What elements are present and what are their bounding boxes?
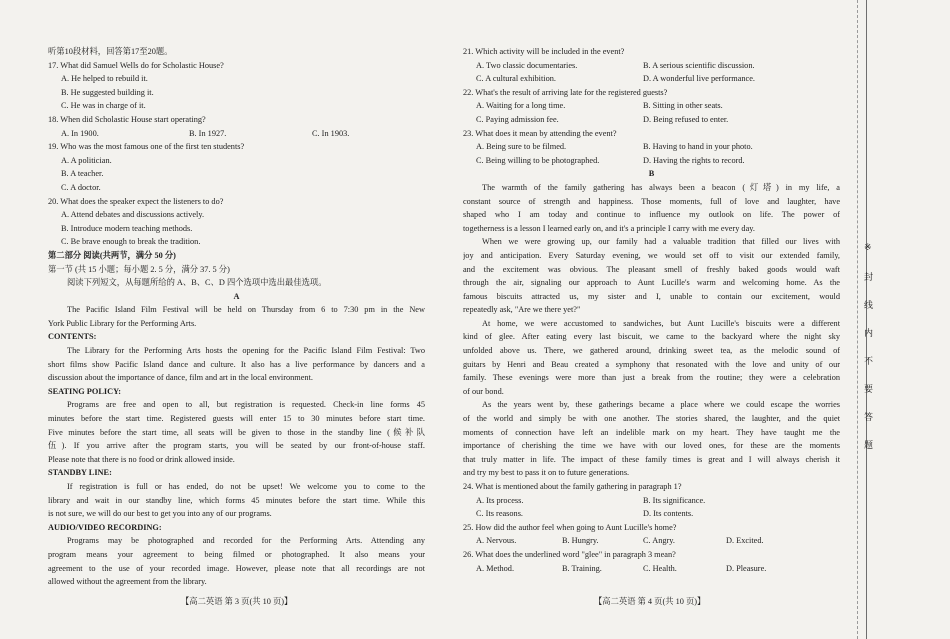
question-22: 22. What's the result of arriving late for the registered guests?: [463, 87, 668, 97]
options-18: [48, 127, 425, 141]
binding-margin: [866, 0, 945, 639]
passage-b-line: importance of cherishing the time we have with our loved ones, for these are the moments: [463, 441, 840, 451]
question-26: 26. What does the underlined word "glee" in paragraph 3 mean?: [463, 549, 676, 559]
option-21d: D. A wonderful live performance.: [643, 74, 755, 84]
option-25d: D. Excited.: [726, 536, 764, 546]
binding-note-char: 不: [864, 356, 874, 366]
part-two-heading: 第二部分 阅读(共两节，满分 50 分): [48, 250, 176, 260]
option-23a: A. Being sure to be filmed.: [476, 142, 567, 152]
contents-line: short films show Pacific Island dance and culture. It also has a live performance by dancers and a: [48, 359, 425, 369]
option-23b: B. Having to hand in your photo.: [643, 142, 753, 152]
passage-b-line: togetherness is a lesson I learned early on, and it's a principle I carry with me every day.: [463, 223, 755, 233]
passage-b-line: unfolded above us. There, we gathered around, drinking sweet tea, as the melodic sound of: [463, 346, 840, 356]
standby-line-text: library and wait in our standby line, which forms 45 minutes before the start time. While this: [48, 495, 425, 505]
passage-b-line: As the years went by, these gatherings became a place where we could escape the worries: [482, 400, 840, 410]
contents-line: discussion about the importance of dance, film and art in the local environment.: [48, 373, 313, 383]
option-20c: C. Be brave enough to break the tradition.: [61, 237, 201, 247]
option-25b: B. Hungry.: [562, 536, 599, 546]
passage-b-line: that truly matter in life. The impact of these family times is great and I will always cherish it: [463, 454, 840, 464]
option-17a: A. He helped to rebuild it.: [61, 74, 148, 84]
contents-heading: CONTENTS:: [48, 332, 97, 342]
option-22b: B. Sitting in other seats.: [643, 101, 723, 111]
option-24d: D. Its contents.: [643, 509, 694, 519]
standby-line-heading: STANDBY LINE:: [48, 468, 112, 478]
options-26: [463, 562, 840, 576]
reading-instruction: 阅读下列短文，从每题所给的 A、B、C、D 四个选项中选出最佳选项。: [67, 278, 327, 288]
options-21-row1: [463, 59, 840, 73]
binding-note-char: 答: [864, 412, 874, 422]
passage-b-line: guitars by Henri and Beau created a symphony that resonated with the love and unity of our: [463, 359, 840, 369]
option-26b: B. Training.: [562, 563, 602, 573]
recording-line: allowed without the agreement from the library.: [48, 577, 207, 587]
option-19b: B. A teacher.: [61, 169, 104, 179]
page-3-column: [48, 45, 425, 589]
binding-note-char: 要: [864, 384, 874, 394]
page-4-column: [463, 45, 840, 575]
seating-line: Five minutes before the start time, all seats will be given to those in the standby line (候补队: [48, 427, 425, 437]
option-17c: C. He was in charge of it.: [61, 101, 146, 111]
option-18b: B. In 1927.: [189, 128, 227, 138]
option-18a: A. In 1900.: [61, 128, 99, 138]
question-24: 24. What is mentioned about the family gathering in paragraph 1?: [463, 482, 682, 491]
passage-a-intro-line: The Pacific Island Film Festival will be held on Thursday from 6 to 7:30 pm in the New: [67, 305, 425, 315]
question-23: 23. What does it mean by attending the event?: [463, 128, 617, 138]
passage-b-line: through the air, signaling our approach to Aunt Lucille's warm and welcoming home. As the: [463, 278, 840, 288]
contents-line: The Library for the Performing Arts hosts the opening for the Pacific Island Film Festival: Two: [67, 346, 425, 356]
options-25: [463, 534, 840, 548]
page-4-footer: 【高二英语 第 4 页(共 10 页)】: [594, 597, 706, 606]
binding-note-char: 线: [864, 300, 874, 310]
option-26c: C. Health.: [643, 563, 677, 573]
passage-b-line: and try my best to pass it on to future generations.: [463, 468, 630, 478]
option-25a: A. Nervous.: [476, 536, 517, 546]
option-20b: B. Introduce modern teaching methods.: [61, 223, 193, 233]
passage-b-line: famous biscuits attracted us, my sister and I, unable to contain our excitement, would: [463, 291, 840, 301]
binding-note-char: 内: [864, 328, 874, 338]
passage-b-line: repeatedly ask, "Are we there yet?": [463, 305, 581, 315]
binding-dashed-line: [857, 0, 858, 639]
option-24b: B. Its significance.: [643, 495, 706, 505]
options-23-row2: [463, 154, 840, 168]
seating-policy-heading: SEATING POLICY:: [48, 386, 122, 396]
option-19a: A. A politician.: [61, 155, 112, 165]
options-24-row1: [463, 494, 840, 508]
passage-b-line: moments of connection have left an indelible mark on my heart. They have taught me the: [463, 427, 840, 437]
option-25c: C. Angry.: [643, 536, 675, 546]
option-24a: A. Its process.: [476, 495, 524, 505]
option-21b: B. A serious scientific discussion.: [643, 60, 755, 70]
passage-b-line: At home, we were accustomed to sandwiches, but Aunt Lucille's biscuits were a different: [482, 318, 840, 328]
option-22c: C. Paying admission fee.: [476, 114, 559, 124]
options-21-row2: [463, 72, 840, 86]
page-3-footer: 【高二英语 第 3 页(共 10 页)】: [181, 597, 293, 606]
passage-b-line: The warmth of the family gathering has always been a beacon (灯塔) in my life, a: [482, 182, 840, 192]
options-22-row2: [463, 113, 840, 127]
seating-line: Programs are free and open to all, but registration is requested. Check-in line forms 45: [67, 400, 425, 410]
passage-b-label: B: [648, 169, 655, 179]
option-26d: D. Pleasure.: [726, 563, 767, 573]
passage-a-intro-line: York Public Library for the Performing Arts.: [48, 318, 197, 328]
option-17b: B. He suggested building it.: [61, 87, 154, 97]
option-22d: D. Being refused to enter.: [643, 114, 729, 124]
question-19: 19. Who was the most famous one of the first ten students?: [48, 142, 245, 152]
recording-line: program means your agreement to being filmed or photographed. It also means your: [48, 549, 425, 559]
options-23-row1: [463, 140, 840, 154]
passage-b-line: family. These evenings were more than just a break from the routine; they were a celebration: [463, 373, 840, 383]
section-instruction: 听第10段材料，回答第17至20题。: [48, 47, 173, 56]
standby-line-text: is not sure, we will do our best to get you into any of our programs.: [48, 509, 272, 519]
option-23c: C. Being willing to be photographed.: [476, 155, 600, 165]
passage-b-line-glee: kind of glee. After eating every last biscuit, we came to the backyard where the night sky: [463, 332, 840, 342]
option-20a: A. Attend debates and discussions actively.: [61, 210, 205, 220]
option-19c: C. A doctor.: [61, 182, 101, 192]
passage-b-line: joy and anticipation. Every Saturday evening, we would set off to visit our extended family,: [463, 250, 840, 260]
seating-line: minutes before the start time. Registered guests will enter 15 to 30 minutes before start time.: [48, 414, 425, 424]
option-18c: C. In 1903.: [312, 128, 350, 138]
recording-line: Programs may be photographed and recorded for the Performing Arts. Attending any: [67, 536, 425, 546]
passage-b-line: shaped who I am today and continue to influence my outlook on life. The power of: [463, 210, 840, 220]
standby-line-text: If registration is full or has ended, do not be upset! We welcome you to come to the: [67, 482, 425, 491]
recording-line: agreement to the use of your recorded image. However, please note that all recordings are not: [48, 563, 425, 573]
question-20: 20. What does the speaker expect the listeners to do?: [48, 196, 224, 206]
passage-a-label: A: [233, 291, 240, 301]
recording-heading: AUDIO/VIDEO RECORDING:: [48, 522, 162, 532]
seating-line: 伍). If you arrive after the program starts, you will be seated by our front-of-house staff.: [48, 441, 425, 451]
seating-line: Please note that there is no food or drink allowed inside.: [48, 454, 235, 464]
passage-b-line: of the world and simply be with one another. The stories shared, the laughter, and the quiet: [463, 414, 840, 424]
question-17: 17. What did Samuel Wells do for Scholastic House?: [48, 60, 224, 70]
options-22-row1: [463, 99, 840, 113]
option-26a: A. Method.: [476, 563, 515, 573]
section-one-heading: 第一节 (共 15 小题；每小题 2. 5 分，满分 37. 5 分): [48, 264, 230, 274]
options-24-row2: [463, 507, 840, 521]
binding-note-char: 题: [864, 440, 874, 450]
option-21a: A. Two classic documentaries.: [476, 60, 578, 70]
passage-b-line: and the excitement was obvious. The pleasant smell of freshly baked goods would waft: [463, 264, 840, 274]
question-25: 25. How did the author feel when going to Aunt Lucille's home?: [463, 522, 677, 532]
passage-b-line: of our bond.: [463, 386, 504, 396]
option-21c: C. A cultural exhibition.: [476, 74, 556, 84]
question-21: 21. Which activity will be included in the event?: [463, 47, 625, 56]
passage-b-line: When we were growing up, our family had a valuable tradition that filled our lives with: [482, 237, 840, 247]
option-23d: D. Having the rights to record.: [643, 155, 745, 165]
binding-note-char: 封: [864, 272, 874, 282]
option-22a: A. Waiting for a long time.: [476, 101, 566, 111]
option-24c: C. Its reasons.: [476, 509, 524, 519]
passage-b-line: constant source of strength and happiness. Those moments, full of love and laughter, have: [463, 196, 840, 206]
binding-note-char: ※: [864, 242, 872, 252]
question-18: 18. When did Scholastic House start operating?: [48, 114, 206, 124]
